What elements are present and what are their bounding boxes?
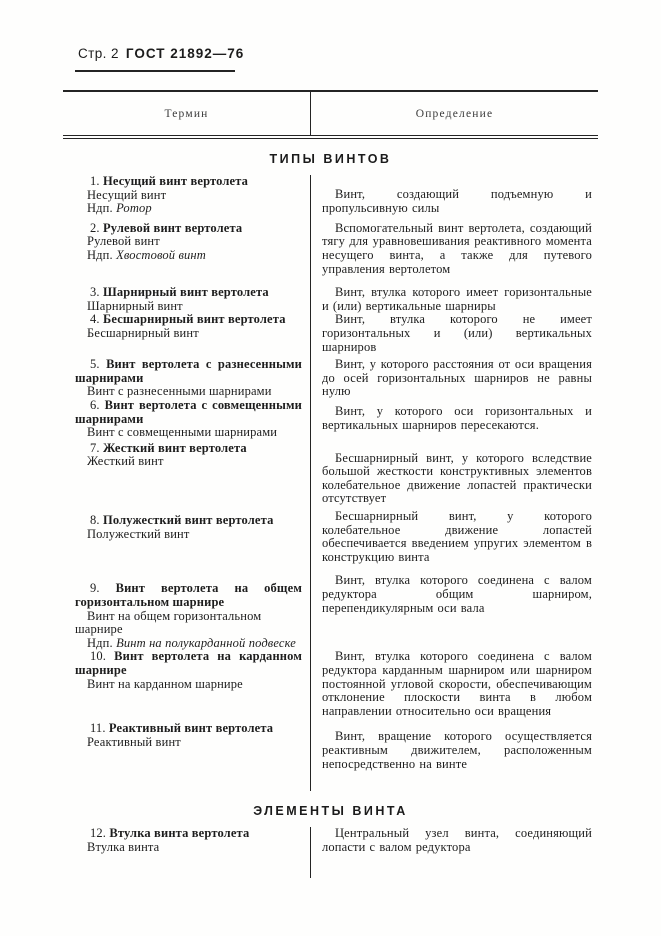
term-number: 12. <box>90 826 107 841</box>
term-cell <box>63 216 310 276</box>
inadmissible-name: Винт на полукарданной подвеске <box>116 635 297 650</box>
term-cell <box>63 175 310 216</box>
definition-text: Винт, создающий подъемную и пропульсивную силы <box>322 187 592 215</box>
term-synonym: Полужесткий винт <box>87 526 190 541</box>
term-entry-row <box>63 718 598 791</box>
term-number: 3. <box>90 285 100 300</box>
term-name: Полужесткий винт вертолета <box>102 513 274 528</box>
term-number: 10. <box>90 649 107 664</box>
inadmissible-term <box>75 249 302 263</box>
term-name: Винт вертолета на карданном шарнире <box>75 649 302 677</box>
header-underline <box>75 70 235 72</box>
term-synonym: Рулевой винт <box>87 234 160 249</box>
column-header-definition: Определение <box>310 92 598 135</box>
term-name: Жесткий винт вертолета <box>102 440 247 455</box>
column-header-term: Термин <box>164 107 209 120</box>
term-synonym: Шарнирный винт <box>87 298 183 313</box>
term-synonym: Реактивный винт <box>87 734 181 749</box>
definition-text: Винт, втулка которого соединена с валом редуктора общим шарниром, перепендикулярным оси вала <box>322 573 592 615</box>
definition-cell <box>310 354 598 399</box>
definition-cell <box>310 506 598 564</box>
term-number: 1. <box>90 174 100 188</box>
term-name: Втулка винта вертолета <box>109 826 250 841</box>
inadmissible-term <box>75 637 302 651</box>
definition-text: Винт, вращение которого осуществляется реактивным движителем, расположенным непосредственно на винте <box>322 729 592 771</box>
term-number: 2. <box>90 220 100 235</box>
definition-text: Вспомогательный винт вертолета, создающий тягу для уравновешивания реактивного момента несущего винта, а также для путевого управления вертолетом <box>322 220 592 276</box>
term-name: Реактивный винт вертолета <box>108 721 274 736</box>
term-name: Рулевой винт вертолета <box>102 220 243 235</box>
term-entry-row <box>63 313 598 354</box>
term-cell <box>63 313 310 354</box>
term-entry-row <box>63 175 598 216</box>
term-name: Несущий винт вертолета <box>102 174 249 188</box>
definition-cell <box>310 399 598 440</box>
term-number: 6. <box>90 397 100 412</box>
term-cell <box>63 399 310 440</box>
term-heading <box>75 358 302 385</box>
term-synonym: Винт с разнесенными шарнирами <box>87 384 272 399</box>
term-entry-row <box>63 827 598 878</box>
term-synonym: Винт на карданном шарнире <box>87 676 243 691</box>
term-synonym: Жесткий винт <box>87 454 164 469</box>
term-heading <box>75 582 302 609</box>
definition-cell <box>310 216 598 276</box>
definition-text: Бесшарнирный винт, у которого колебательное движение лопастей обеспечивается введением упругих элементом в конструкцию винта <box>322 509 592 564</box>
term-heading <box>75 442 302 456</box>
page-number-label: Стр. 2 <box>78 46 119 61</box>
definition-cell <box>310 175 598 216</box>
term-heading <box>75 827 302 841</box>
term-heading <box>75 286 302 300</box>
definition-text: Центральный узел винта, соединяющий лопасти с валом редуктора <box>322 826 592 854</box>
inadmissible-name: Хвостовой винт <box>116 247 206 262</box>
term-entry-row <box>63 506 598 564</box>
definition-cell <box>310 650 598 718</box>
document-number: ГОСТ 21892—76 <box>125 46 245 61</box>
term-cell <box>63 506 310 564</box>
term-entry-row <box>63 399 598 440</box>
term-heading <box>75 222 302 236</box>
term-cell <box>63 718 310 791</box>
term-name: Винт вертолета с совмещенными шарнирами <box>75 397 302 426</box>
term-cell <box>63 827 310 878</box>
term-synonym: Втулка винта <box>87 839 160 854</box>
definition-cell <box>310 276 598 313</box>
term-cell <box>63 440 310 506</box>
term-entry-row <box>63 650 598 718</box>
term-heading <box>75 313 302 327</box>
term-number: 4. <box>90 312 100 327</box>
inadmissible-label: Ндп. <box>87 635 113 650</box>
section-title: ЭЛЕМЕНТЫ ВИНТА <box>253 804 408 819</box>
term-cell <box>63 564 310 650</box>
term-heading <box>75 175 302 189</box>
term-entry-row <box>63 440 598 506</box>
definition-text: Винт, у которого расстояния от оси вращения до осей горизонтальных шарниров не равны нулю <box>322 357 592 399</box>
term-heading <box>75 650 302 677</box>
definition-text: Винт, втулка которого имеет горизонтальные и (или) вертикальные шарниры <box>322 285 592 313</box>
table-body <box>63 152 598 878</box>
term-number: 5. <box>90 357 100 372</box>
term-number: 7. <box>90 440 100 455</box>
term-number: 11. <box>90 721 106 736</box>
definition-text: Винт, втулка которого не имеет горизонтальных и (или) вертикальных шарниров <box>322 312 592 354</box>
term-name: Винт вертолета на общем горизонтальном шарнире <box>75 581 302 610</box>
term-synonym: Бесшарнирный винт <box>87 325 199 340</box>
inadmissible-label: Ндп. <box>87 247 113 262</box>
term-synonym: Винт на общем горизонтальном шарнире <box>75 608 262 637</box>
inadmissible-name: Ротор <box>116 201 152 216</box>
term-entry-row <box>63 354 598 399</box>
term-name: Винт вертолета с разнесенными шарнирами <box>75 357 302 385</box>
term-cell <box>63 276 310 313</box>
definition-text: Бесшарнирный винт, у которого вследствие большой жесткости конструктивных элементов колебательное движение лопастей практически отсутствует <box>322 450 592 506</box>
table-header-row <box>63 90 598 139</box>
term-name: Бесшарнирный винт вертолета <box>102 312 286 327</box>
section-rows <box>63 827 598 878</box>
definition-text: Винт, втулка которого соединена с валом редуктора карданным шарниром или шарниром постоянной угловой скорости, обеспечивающим отклонение плоскости винта в любом направлении относительно оси вращения <box>322 649 592 718</box>
inadmissible-term <box>75 202 302 216</box>
term-entry-row <box>63 276 598 313</box>
term-entry-row <box>63 216 598 276</box>
inadmissible-label: Ндп. <box>87 201 113 216</box>
definition-cell <box>310 313 598 354</box>
definition-text: Винт, у которого оси горизонтальных и вертикальных шарниров пересекаются. <box>322 403 592 432</box>
term-heading <box>75 722 302 736</box>
term-cell <box>63 650 310 718</box>
running-head <box>78 46 244 61</box>
term-synonym: Винт с совмещенными шарнирами <box>87 425 278 440</box>
term-name: Шарнирный винт вертолета <box>102 285 269 300</box>
term-entry-row <box>63 564 598 650</box>
term-number: 8. <box>90 513 100 528</box>
definition-cell <box>310 718 598 791</box>
definition-cell <box>310 827 598 878</box>
definition-cell <box>310 564 598 650</box>
terms-table <box>63 90 598 878</box>
term-heading <box>75 399 302 426</box>
term-heading <box>75 514 302 528</box>
term-cell <box>63 354 310 399</box>
section-title: ТИПЫ ВИНТОВ <box>269 152 392 166</box>
term-number: 9. <box>90 581 100 596</box>
term-synonym: Несущий винт <box>87 187 167 202</box>
definition-cell <box>310 440 598 506</box>
section-rows <box>63 175 598 791</box>
